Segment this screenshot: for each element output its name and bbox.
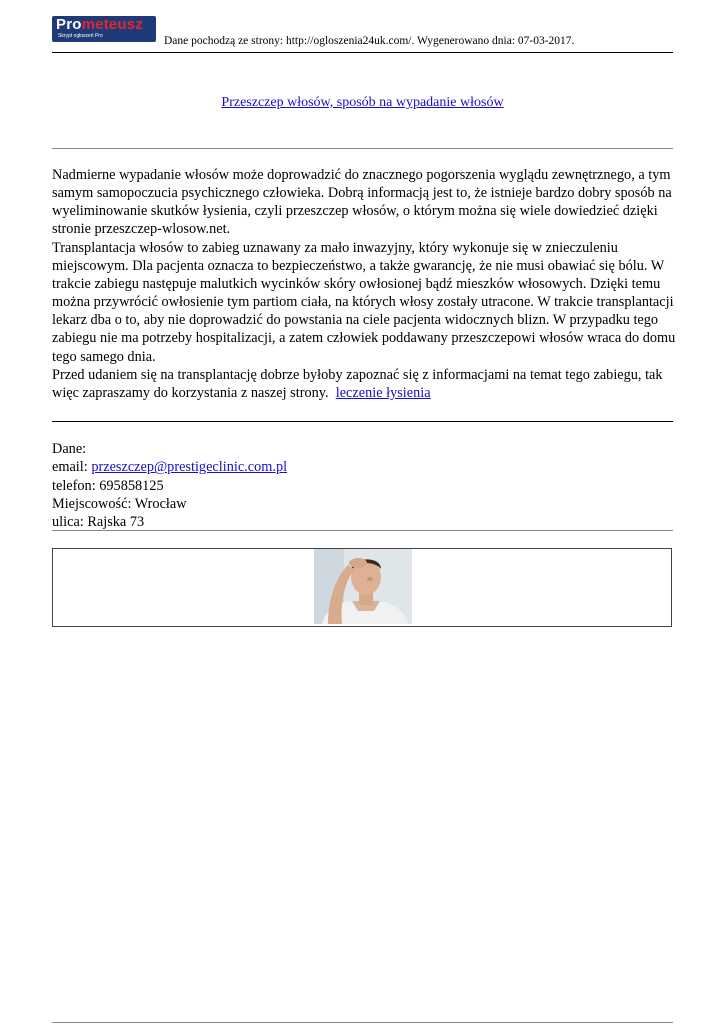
treatment-link[interactable]: leczenie łysienia	[335, 384, 431, 401]
contact-divider	[52, 530, 673, 531]
email-row: email: przeszczep@prestigeclinic.com.pl	[52, 459, 288, 476]
phone-value: 695858125	[99, 477, 164, 494]
logo-wordmark: Prometeusz	[56, 16, 144, 33]
street-value: Rajska 73	[87, 514, 145, 531]
phone-row: telefon: 695858125	[52, 477, 164, 494]
header-divider	[52, 52, 673, 53]
email-link[interactable]: przeszczep@prestigeclinic.com.pl	[91, 459, 288, 476]
body-divider	[52, 421, 673, 422]
footer-divider	[52, 1022, 673, 1023]
article-body	[52, 166, 677, 402]
hair-photo	[314, 549, 412, 624]
source-info-text: Dane pochodzą ze strony: http://ogloszenia24uk.com/. Wygenerowano dnia: 07-03-2017.	[164, 35, 575, 47]
title-link[interactable]: Przeszczep włosów, sposób na wypadanie włosów	[221, 95, 504, 110]
image-gallery-box	[52, 548, 672, 627]
title-divider	[52, 148, 673, 149]
city-value: Wrocław	[134, 495, 187, 512]
contact-heading: Dane:	[52, 441, 87, 457]
paragraph-3: Przed udaniem się na transplantację dobrze byłoby zapoznać się z informacjami na temat tego zabiegu, tak więc zapraszamy do korzystania z naszej strony. leczenie łysienia	[52, 366, 663, 401]
page-title	[0, 95, 725, 111]
street-row: ulica: Rajska 73	[52, 514, 145, 531]
site-logo	[52, 16, 156, 42]
logo-tagline: Skrypt ogłoszeń Pro	[58, 33, 103, 39]
paragraph-2: Transplantacja włosów to zabieg uznawany za mało inwazyjny, który wykonuje się w znieczuleniu miejscowym. Dla pacjenta oznacza to bezpieczeństwo, a także gwarancję, że nie musi obawiać się bólu. W trakcie zabiegu następuje malutkich wycinków skóry owłosionej bądź mieszków włosowych. Dzięki temu można przywrócić owłosienie tym partiom ciała, na których włosy zostały utracone. W trakcie transplantacji lekarz dba o to, aby nie doprowadzić do powstania na ciele pacjenta widocznych blizn. W przypadku tego zabiegu nie ma potrzeby hospitalizacji, a zatem człowiek poddawany przeszczepowi włosów wraca do domu tego samego dnia.	[52, 239, 676, 365]
paragraph-1: Nadmierne wypadanie włosów może doprowadzić do znacznego pogorszenia wyglądu zewnętrznego, a tym samym samopoczucia psychicznego człowieka. Dobrą informacją jest to, że istnieje bardzo dobry sposób na wyeliminowanie skutków łysienia, czyli przeszczep włosów, o którym można się wiele dowiedzieć dzięki stronie przeszczep-wlosow.net.	[52, 167, 672, 238]
contact-details	[52, 440, 287, 531]
city-row: Miejscowość: Wrocław	[52, 495, 187, 512]
